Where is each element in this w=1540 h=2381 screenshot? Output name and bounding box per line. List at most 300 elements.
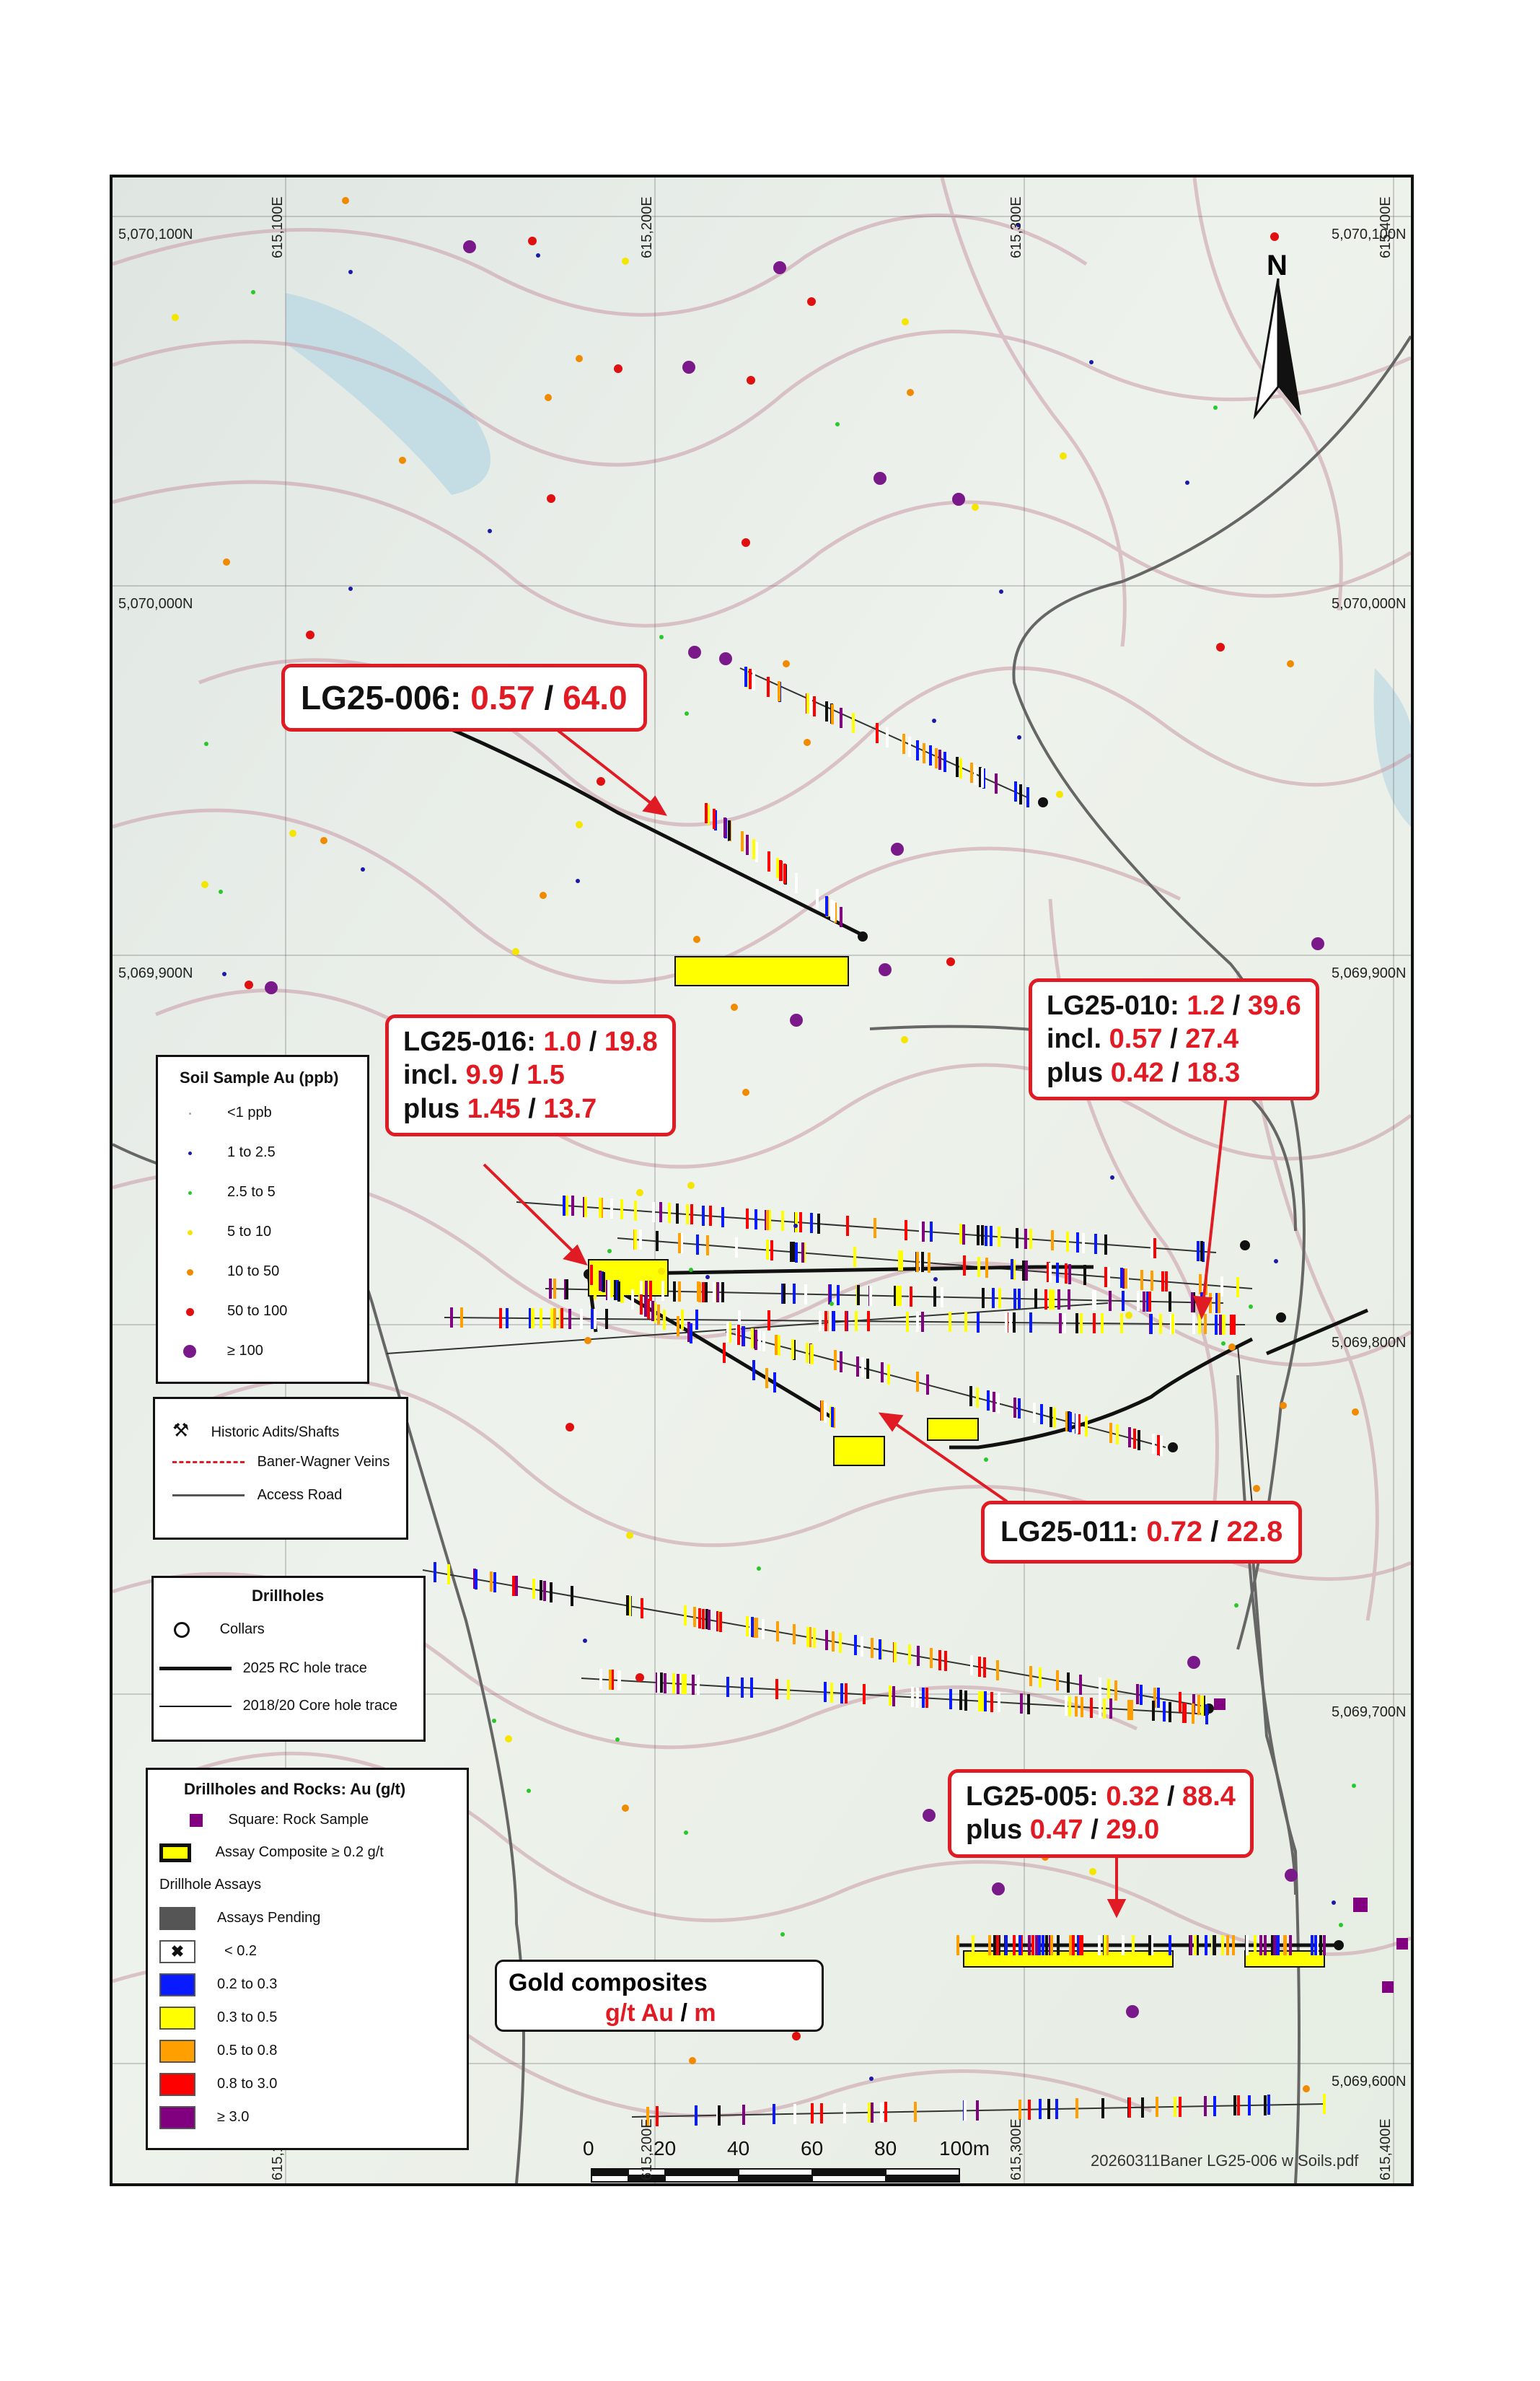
length-value: 1.5 <box>527 1060 565 1091</box>
soil-dot-swatch <box>188 1230 193 1235</box>
assay-tick <box>998 1288 1001 1308</box>
assay-tick <box>964 1312 967 1332</box>
assay-tick <box>1205 1704 1208 1724</box>
assay-tick <box>634 1201 637 1221</box>
soil-sample-dot <box>773 261 786 274</box>
assay-tick <box>938 750 941 770</box>
assay-tick <box>752 1360 755 1380</box>
assay-tick <box>964 2100 967 2121</box>
assay-tick <box>976 1387 979 1408</box>
assay-tick <box>1024 1229 1027 1249</box>
assay-tick <box>1085 1416 1088 1437</box>
assay-tick <box>1233 2095 1236 2115</box>
assay-tick <box>830 1683 833 1703</box>
soil-sample-dot <box>223 558 230 566</box>
assay-tick <box>1055 2099 1058 2119</box>
callout-text: LG25-011: <box>1000 1516 1147 1548</box>
assay-tick <box>1068 1289 1070 1310</box>
legend-label: 1 to 2.5 <box>227 1144 276 1160</box>
assay-tick <box>1045 1935 1048 1955</box>
assay-tick <box>834 1350 837 1370</box>
assay-tick <box>779 860 782 880</box>
gold-composites-title: Gold composites <box>509 1969 708 1996</box>
legend-label: 0.2 to 0.3 <box>217 1976 278 1993</box>
assay-tick <box>926 1374 929 1395</box>
soil-sample-dot <box>684 1830 688 1835</box>
assay-tick <box>1065 1263 1068 1284</box>
scale-label: 40 <box>727 2137 750 2159</box>
assay-tick <box>770 1240 773 1260</box>
assay-tick <box>910 1286 912 1307</box>
legend-label: 0.3 to 0.5 <box>217 2009 278 2026</box>
assay-tick <box>1069 1412 1072 1432</box>
assay-tick <box>806 1627 809 1647</box>
assay-tick <box>1189 1935 1192 1955</box>
assay-tick <box>821 1400 824 1421</box>
assay-tick <box>728 820 731 841</box>
callout-lg25-011 <box>981 1501 1302 1564</box>
assay-tick <box>1068 1264 1071 1284</box>
assay-tick <box>997 1393 1000 1413</box>
assay-tick <box>735 1237 738 1258</box>
assay-tick <box>861 1357 864 1377</box>
assay-tick <box>866 1359 869 1379</box>
assay-tick <box>962 1224 965 1245</box>
assay-tick <box>787 1680 790 1700</box>
assay-tick <box>1031 1935 1034 1955</box>
gold-composites-units <box>605 1999 716 2027</box>
assay-tick <box>1169 1292 1171 1312</box>
assay-tick <box>923 743 925 763</box>
assay-tick <box>515 1576 518 1596</box>
access-road-row <box>172 1487 342 1504</box>
assay-tick <box>1277 1935 1280 1955</box>
soil-sample-dot <box>1303 2085 1310 2092</box>
assay-tick <box>620 1199 623 1219</box>
soil-sample-dot <box>1221 1341 1226 1346</box>
assay-tick <box>793 1624 796 1644</box>
assay-tick <box>1039 1667 1042 1688</box>
unit-length: m <box>694 1999 716 2027</box>
assay-tick <box>1259 1935 1262 1955</box>
assay-tick <box>1237 2095 1240 2115</box>
assay-tick <box>1165 1271 1168 1292</box>
assay-tick <box>871 1638 874 1658</box>
assay-tick <box>974 765 977 785</box>
assay-tick <box>599 1198 602 1218</box>
assay-tick <box>1009 1312 1012 1333</box>
assay-tick <box>1157 1435 1160 1455</box>
assay-tick <box>1042 1935 1044 1955</box>
soil-sample-dot <box>659 635 664 639</box>
assay-tick <box>692 1675 695 1695</box>
assay-tick <box>943 752 946 772</box>
callout-text: LG25-006: <box>301 679 471 716</box>
assay-tick <box>1148 1292 1151 1312</box>
assay-tick <box>892 1686 895 1706</box>
assay-tick <box>839 1633 842 1653</box>
assay-tick <box>1159 1314 1162 1334</box>
assay-tick <box>876 723 879 743</box>
assay-tick <box>450 1307 453 1328</box>
soil-sample-dot <box>512 948 519 955</box>
callout-line <box>966 1813 1236 1846</box>
road-line-swatch <box>172 1494 245 1496</box>
soil-sample-dot <box>1060 452 1067 460</box>
assay-tick <box>721 1282 724 1302</box>
soil-sample-dot <box>219 890 223 894</box>
soil-sample-dot <box>492 1719 496 1723</box>
assay-tick <box>1122 1935 1125 1955</box>
assay-tick <box>854 1635 857 1655</box>
legend-label: 2.5 to 5 <box>227 1184 276 1200</box>
assay-tick <box>1059 1313 1062 1333</box>
assay-tick <box>956 757 959 777</box>
assay-tick <box>1005 1935 1008 1955</box>
assay-tick <box>1103 1698 1106 1719</box>
assay-tick <box>1125 1268 1127 1289</box>
scale-label: 0 <box>583 2137 594 2159</box>
soil-sample-dot <box>576 821 583 828</box>
assay-tick <box>801 1242 804 1263</box>
soil-sample-dot <box>636 1189 643 1196</box>
soil-sample-dot <box>615 1737 620 1742</box>
assay-tick <box>1014 781 1017 802</box>
soil-sample-dot <box>952 493 965 506</box>
callout-line <box>966 1780 1236 1813</box>
soil-sample-dot <box>201 881 208 888</box>
assay-tick <box>676 1203 679 1224</box>
assay-tick <box>1223 1315 1226 1335</box>
assay-tick <box>566 1279 568 1299</box>
historic-adits-row <box>172 1419 339 1442</box>
callout-line <box>1047 1056 1301 1089</box>
soil-sample-dot <box>693 936 700 943</box>
assay-tick <box>956 1935 959 1955</box>
easting-label: 615,300E <box>1008 2118 1024 2180</box>
assay-tick <box>1029 1312 1032 1333</box>
assay-tick <box>1200 1241 1203 1261</box>
assay-tick <box>1101 2098 1104 2118</box>
soil-sample-dot <box>361 867 365 872</box>
assay-tick <box>1160 1436 1163 1456</box>
assay-tick <box>825 701 828 722</box>
soil-sample-dot <box>584 1337 591 1344</box>
assay-tick <box>917 1646 920 1666</box>
assay-tick <box>959 1224 962 1244</box>
assay-tick <box>742 2105 745 2125</box>
assay-tick <box>1204 2096 1207 2116</box>
soil-sample-dot <box>932 719 936 723</box>
assay-tick <box>1107 1679 1110 1699</box>
northing-label: 5,070,100N <box>1332 227 1407 242</box>
assay-tick <box>594 1309 597 1329</box>
assay-tick <box>1075 1696 1078 1716</box>
callout-lg25-016 <box>385 1014 676 1136</box>
length-value: 88.4 <box>1182 1781 1236 1812</box>
soil-sample-dot <box>902 318 909 325</box>
assay-tick <box>977 1257 980 1277</box>
assay-tick <box>657 1304 660 1325</box>
assay-tick <box>1104 1267 1107 1287</box>
assay-tick <box>983 1657 986 1678</box>
soil-sample-dot <box>289 830 296 837</box>
assay-tick <box>1248 2095 1251 2115</box>
assay-tick <box>1081 1697 1083 1717</box>
assay-tick <box>925 1688 928 1708</box>
assay-tick <box>998 1692 1000 1712</box>
assay-tick <box>1047 2099 1050 2119</box>
soil-sample-dot <box>923 1809 936 1822</box>
assay-tick <box>1050 1935 1053 1955</box>
assay-tick <box>816 889 819 909</box>
soil-sample-dot <box>399 457 406 464</box>
assay-tick <box>998 1227 1000 1247</box>
assay-tick <box>863 1684 866 1704</box>
assay-tick <box>1289 1935 1292 1955</box>
scale-label: 20 <box>654 2137 677 2159</box>
assay-tick <box>922 1222 925 1242</box>
callout-text: / <box>581 1027 604 1057</box>
assay-tick <box>996 1935 999 1955</box>
assay-tick <box>824 1311 827 1331</box>
assay-tick <box>840 708 842 728</box>
features-legend <box>153 1397 408 1540</box>
soil-sample-dot <box>622 1805 629 1812</box>
callout-text: / <box>1202 1516 1227 1548</box>
assay-tick <box>1114 1680 1117 1701</box>
assay-tick <box>1028 2100 1031 2120</box>
assay-tick <box>532 1308 534 1328</box>
assay-tick <box>944 1651 947 1671</box>
assay-tick <box>985 1258 988 1278</box>
soil-sample-dot <box>540 892 547 899</box>
collars-row <box>174 1621 265 1638</box>
assay-tick <box>1057 1289 1060 1310</box>
legend-label: < 0.2 <box>224 1943 258 1960</box>
assay-tick <box>639 1229 642 1250</box>
assay-tick <box>908 1644 911 1665</box>
assay-tick <box>549 1279 552 1299</box>
soil-sample-dot <box>528 237 537 245</box>
assay-tick <box>723 817 726 838</box>
assay-tick <box>899 1286 902 1306</box>
assay-tick <box>750 1678 753 1698</box>
assay-tick <box>1138 1430 1140 1450</box>
assay-tick <box>1221 1935 1224 1955</box>
assay-tick <box>758 1330 761 1351</box>
soil-sample-dot <box>689 1268 693 1272</box>
assay-tick <box>460 1307 463 1328</box>
assay-tick <box>894 1642 897 1662</box>
assay-tick <box>889 1685 892 1706</box>
soil-sample-dot <box>830 1302 834 1306</box>
assay-tick <box>1056 1263 1059 1283</box>
assay-tick <box>673 1281 676 1302</box>
soil-sample-dot <box>348 270 353 274</box>
assay-tick <box>1192 1314 1195 1334</box>
assay-tick <box>902 734 905 754</box>
grade-value: 0.42 <box>1110 1057 1164 1088</box>
soil-sample-dot <box>790 1014 803 1027</box>
assay-color-swatch <box>159 2106 195 2129</box>
callout-line <box>403 1058 658 1092</box>
assay-tick <box>1197 1695 1200 1715</box>
assay-tick <box>1083 1265 1086 1285</box>
assay-tick <box>1079 1935 1082 1955</box>
assay-tick <box>916 1688 919 1708</box>
assay-tick <box>1194 1935 1197 1955</box>
assay-legend-row <box>159 2040 277 2063</box>
assay-tick <box>1323 2094 1326 2114</box>
assay-legend-row <box>159 1907 320 1930</box>
assay-tick <box>804 1284 807 1304</box>
assay-tick <box>1063 1313 1066 1333</box>
rc-trace-row <box>159 1660 367 1677</box>
assay-tick <box>1153 1238 1156 1258</box>
assay-tick <box>781 1211 784 1231</box>
soil-sample-dot <box>527 1789 531 1793</box>
soil-sample-dot <box>626 1532 633 1539</box>
assay-tick <box>475 1569 478 1589</box>
assay-tick <box>840 1352 842 1372</box>
assay-tick <box>984 1691 987 1711</box>
soil-sample-dot <box>222 972 226 976</box>
assay-tick <box>976 2100 979 2121</box>
assay-tick <box>820 2103 823 2123</box>
soil-sample-dot <box>780 1932 785 1937</box>
soil-sample-dot <box>742 1089 749 1096</box>
assay-tick <box>609 1670 612 1690</box>
soil-sample-dot <box>245 981 253 989</box>
assay-tick <box>754 1209 757 1229</box>
assay-tick <box>664 1673 666 1693</box>
assay-tick <box>1184 1703 1187 1723</box>
legend-label: 2025 RC hole trace <box>242 1660 367 1676</box>
assay-tick <box>681 1310 684 1330</box>
soil-sample-dot <box>1089 1868 1096 1875</box>
easting-label: 615,300E <box>1008 196 1024 258</box>
assay-tick <box>1140 1685 1143 1705</box>
assay-tick <box>1069 1935 1072 1955</box>
assay-color-swatch <box>159 2073 195 2096</box>
legend-label: 0.8 to 3.0 <box>217 2076 278 2092</box>
assay-legend-row <box>159 2106 249 2129</box>
grade-value: 0.32 <box>1106 1781 1160 1812</box>
assay-tick <box>829 1284 832 1304</box>
soil-sample-dot <box>869 2077 874 2081</box>
assay-tick <box>1090 1698 1093 1718</box>
assay-tick <box>610 1277 613 1297</box>
callout-lg25-005 <box>948 1769 1254 1858</box>
assay-tick <box>832 1311 835 1331</box>
assay-tick <box>1232 1935 1235 1955</box>
grade-value: 0.57 <box>1109 1024 1163 1055</box>
assay-tick <box>1311 1935 1314 1955</box>
soil-sample-dot <box>793 1224 798 1228</box>
assay-tick <box>660 1672 663 1693</box>
legend-label: 10 to 50 <box>227 1263 280 1279</box>
assay-tick <box>762 1331 765 1351</box>
assay-tick <box>819 1311 822 1331</box>
assay-tick <box>726 1677 729 1697</box>
assay-tick <box>1219 1315 1222 1335</box>
assay-tick <box>783 864 786 884</box>
callout-text: incl. <box>403 1060 466 1091</box>
assay-tick <box>1127 1700 1130 1720</box>
assay-tick <box>706 1235 709 1255</box>
assay-tick <box>713 809 716 829</box>
assay-tick <box>506 1308 509 1328</box>
assay-tick <box>1150 1314 1153 1334</box>
assay-tick <box>970 763 973 783</box>
assay-tick <box>1141 2097 1144 2118</box>
assay-tick <box>1314 1935 1317 1955</box>
soil-sample-dot <box>984 1457 988 1462</box>
assay-legend-row <box>159 1940 257 1963</box>
assay-tick <box>742 1326 745 1346</box>
assay-tick <box>726 1322 729 1342</box>
soil-sample-dot <box>1017 735 1021 740</box>
soil-sample-dot <box>635 1673 644 1682</box>
assay-tick <box>1107 1267 1110 1287</box>
assay-tick <box>767 1310 770 1330</box>
assay-tick <box>981 1691 984 1711</box>
assay-tick <box>721 1207 724 1227</box>
assay-tick <box>831 900 834 921</box>
assay-tick <box>806 1343 809 1363</box>
soil-sample-dot <box>1332 1900 1336 1905</box>
northing-label: 5,069,600N <box>1332 2074 1407 2090</box>
rock-sample-swatch <box>190 1814 203 1827</box>
assay-tick <box>981 768 984 788</box>
assay-tick <box>799 1212 802 1232</box>
assay-tick <box>861 1636 863 1657</box>
callout-text: plus <box>403 1093 467 1124</box>
assay-tick <box>908 737 911 757</box>
assay-tick <box>970 1655 973 1675</box>
assay-tick <box>793 2104 796 2124</box>
assay-tick <box>898 1250 901 1271</box>
soil-sample-dot <box>597 777 605 786</box>
legend-label: Access Road <box>257 1487 343 1503</box>
callout-text: / <box>1162 1024 1186 1055</box>
assay-tick <box>1018 1935 1021 1955</box>
assay-tick <box>856 1356 859 1377</box>
assay-tick <box>702 1206 705 1226</box>
assay-tick <box>1013 1289 1016 1309</box>
soil-dot-swatch <box>187 1269 193 1276</box>
assay-tick <box>1057 1935 1060 1955</box>
assay-tick <box>906 1312 909 1332</box>
assay-tick <box>584 1197 587 1217</box>
assay-tick <box>1128 1427 1131 1447</box>
callout-line <box>1047 1022 1301 1056</box>
assay-tick <box>766 1240 769 1260</box>
assay-tick <box>1099 1678 1101 1698</box>
assay-tick <box>744 667 747 687</box>
assay-tick <box>1080 1313 1083 1333</box>
assay-tick <box>1254 1935 1257 1955</box>
callout-text: plus <box>966 1815 1030 1846</box>
assay-tick <box>1116 1424 1119 1444</box>
callout-text: / <box>534 679 563 716</box>
assay-tick <box>840 1683 843 1703</box>
assay-tick <box>809 695 812 715</box>
northing-label: 5,069,900N <box>118 965 193 981</box>
assay-tick <box>698 1608 701 1628</box>
assay-tick <box>1044 1289 1047 1310</box>
